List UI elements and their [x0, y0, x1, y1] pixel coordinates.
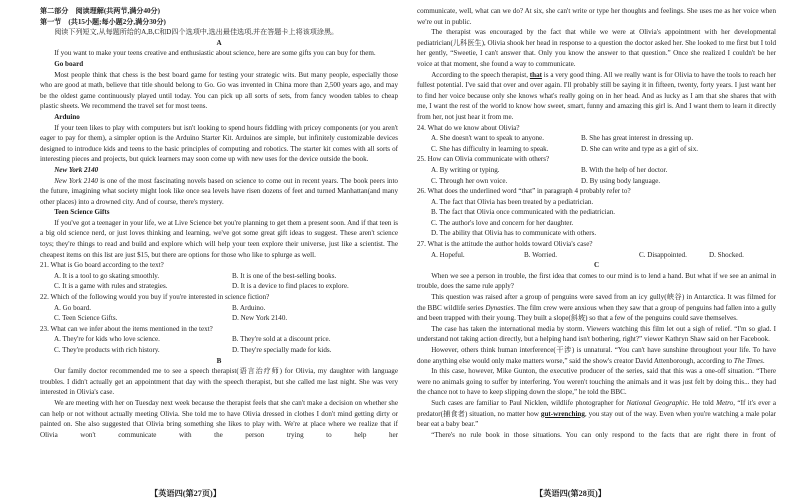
text-run: This question was raised after a group of penguins were saved from an icy gully(峡谷) in Antarctica. It was filmed for the BBC wildlife series [417, 293, 776, 312]
text-run: , you stay out of the way. Even when you're watching a male polar bear eat a baby bear.” [417, 409, 776, 429]
paragraph [417, 70, 776, 123]
newspaper-title: The Times [733, 356, 763, 365]
question-stem: 27. What is the attitude the author holds toward Olivia's case? [417, 240, 593, 249]
answer-option: A. The fact that Olivia has been treated by a pediatrician. [431, 197, 594, 206]
question-stem: 26. What does the underlined word “that” in paragraph 4 probably refer to? [417, 187, 631, 196]
text-run: is a very good thing. All we really want is for Olivia to have the tools to reach her fullest potential. I've said that over and over again. I'll probably still be saying it in fifteen, twenty, forty years. I just want her to find her voice because only she knows what's really going on in her head. And as lucky as I am that she shares that with me, I want the rest of the world to know how sweet, smart, funny and amazing this girl is. And I want them to learn it directly from her, not just hear it from me. [417, 70, 776, 121]
answer-options [417, 133, 776, 154]
right-column [417, 6, 776, 484]
text-run: . He told [687, 398, 717, 407]
text-run: is one of the most fascinating novels based on science to come out in recent years. The book peers into the future, imagining what society might look like once sea levels have risen dozens of feet and turned Manhattan(and many other places) into a drowned city. And of course, there's mystery. [40, 176, 398, 206]
item-heading-go-board: Go board [54, 59, 84, 68]
answer-option: B. The fact that Olivia once communicated with the pediatrician. [431, 208, 616, 217]
answer-options [417, 197, 776, 239]
paragraph: The therapist was encouraged by the fact that while we were at Olivia's appointment with her developmental pediatrician(儿科医生), Olivia shook her head in response to a question the doctor asked her. She looked to me first but I told her gently, “Sweetie, I can't answer that. Only you know the answer to that question.” Once she realized I couldn't be her voice at that moment, she found a way to communicate. [417, 28, 776, 68]
passage-letter-a: A [216, 38, 222, 47]
text-run: Such cases are familiar to Paul Nicklen, wildlife photographer for [431, 398, 627, 407]
paragraph [417, 398, 776, 430]
page-footer-right: 【英语四(第28页)】 [535, 489, 606, 498]
question-stem: 25. How can Olivia communicate with others? [417, 155, 550, 164]
paragraph [417, 292, 776, 324]
text-run: . [762, 356, 765, 365]
answer-options [40, 334, 398, 355]
paragraph: If your teen likes to play with computers but isn't looking to spend hours fiddling with pricey components (or you aren't eager to pay for them), a simpler option is the Arduino Starter Kit. Arduinos are simple, but infinitely customizable devices designed to introduce kids and teens to the basic principles of computing and robotics. The starter kit comes with all sorts of interesting pieces and projects, but quick learners may soon come up with new uses for the device outside the book. [40, 123, 398, 164]
answer-option: A. They're for kids who love science. [54, 335, 160, 344]
answer-options [417, 165, 776, 186]
question-21 [40, 260, 398, 292]
answer-option: C. Teen Science Gifts. [54, 314, 118, 323]
question-stem: 23. What can we infer about the items mentioned in the text? [40, 324, 213, 333]
answer-option: A. Hopeful. [431, 250, 465, 259]
answer-option: D. The ability that Olivia has to communicate with others. [431, 229, 597, 238]
paragraph: In this case, however, Mike Gunton, the executive producer of the series, said that this was a one-off situation. “There were no animals going to suffer by interfering. You weren't touching the animals and it was just felt by doing this... they had the chance not to have to keep slipping down the slope,” he told the BBC. [417, 367, 776, 397]
answer-option: C. Disappointed. [639, 250, 687, 259]
answer-option: D. They're specially made for kids. [232, 346, 332, 354]
question-stem: 22. Which of the following would you buy if you're interested in science fiction? [40, 293, 270, 302]
question-stem: 24. What do we know about Olivia? [417, 123, 520, 132]
instructions: 阅读下列短文,从每题所给的A,B,C和D四个选项中,选出最佳选项,并在答题卡上将该项涂黑。 [54, 28, 339, 37]
underlined-word: that [529, 70, 542, 79]
paragraph: Our family doctor recommended me to see a speech therapist(语言治疗师) for Olivia, my daughter with language troubles. I didn't actually get an appointment that day with the speech therapist, but she called me last night. She was very interested in Olivia's case. [40, 367, 398, 397]
book-title: New York 2140 [54, 176, 98, 185]
paragraph: Most people think that chess is the best board game for testing your strategic wits. But many people, especially those who are good at math, believe that title should belong to Go. Go was invented in China more than 2,500 years ago, and may be the oldest game continuously played until today. You can pick up all sorts of sets, from fancy wooden tables to cheap plastic sheets. We recommend the travel set for most teens. [40, 70, 398, 111]
answer-option: D. New York 2140. [232, 314, 288, 323]
paragraph: If you want to make your teens creative and enthusiastic about science, here are some gifts you can buy for them. [54, 49, 376, 58]
answer-option: A. By writing or typing. [431, 165, 500, 174]
answer-option: B. It is one of the best-selling books. [232, 271, 337, 280]
answer-option: B. They're sold at a discount price. [232, 335, 331, 344]
answer-option: C. They're products with rich history. [54, 346, 160, 354]
item-heading-new-york-2140: New York 2140 [54, 165, 99, 174]
question-27 [417, 239, 776, 260]
answer-option: A. She doesn't want to speak to anyone. [431, 134, 544, 143]
answer-option: A. It is a tool to go skating smoothly. [54, 271, 160, 280]
passage-letter-b: B [216, 356, 222, 365]
answer-options [40, 271, 398, 292]
series-title: Dynasties [485, 303, 514, 312]
paragraph: When we see a person in trouble, the first idea that comes to our mind is to lend a hand. But what if we see an animal in trouble, does the same rule apply? [417, 271, 776, 291]
passage-letter-c: C [593, 261, 600, 270]
paragraph [40, 176, 398, 208]
paragraph: The case has taken the international media by storm. Viewers watching this film let out a sigh of relief. “I'm so glad. I understand not taking action directly, but a helping hand isn't bothering, right?” viewer Kathryn Shaw said on her Facebook. [417, 324, 776, 344]
question-25 [417, 154, 776, 186]
item-heading-arduino: Arduino [54, 112, 80, 121]
question-23 [40, 324, 398, 356]
answer-option: C. She has difficulty in learning to speak. [431, 144, 549, 153]
text-run: . The film crew were anxious when they saw that a group of penguins had fallen into a gully and been trapped with their young. They built a slope(斜坡) so that a few of the penguins could save themselves. [417, 303, 776, 323]
question-stem: 21. What is Go board according to the text? [40, 261, 164, 270]
text-run: However, others think human interference(干涉) is unnatural. “You can't have sunshine throughout your life. To have done anything else would only make matters worse,” said the show's creator David Attenborough, according to [417, 346, 776, 365]
answer-option: D. It is a device to find places to explore. [232, 282, 349, 291]
answer-options [417, 250, 776, 261]
paragraph: We are meeting with her on Tuesday next week because the therapist feels that she can't make a decision on whether she can help or not without actually meeting Olivia. She told me to have Olivia dressed in clothes I don't mind getting dirty or painted on. She also suggested that Olivia bring something she likes to play with. We're at place where we realize that if Olivia won't communicate with the person trying to help her [40, 398, 398, 439]
left-column [40, 6, 398, 484]
answer-option: B. She has great interest in dressing up. [581, 134, 694, 143]
answer-option: D. She can write and type as a girl of six. [581, 144, 699, 153]
paragraph: If you've got a teenager in your life, we at Live Science bet you're planning to get them a present soon. And if that teen is a big old science nerd, or just loves thinking and learning, we've got some great gift ideas to suggest. These aren't science toys; they're things to read and build and explore which will help your teen explore their universe, just like a scientist. The cheapest items on this list are just $15, but there are options for those who like to splurge as well. [40, 218, 398, 259]
question-22 [40, 292, 398, 324]
answer-option: B. Worried. [524, 250, 557, 259]
part-title: 第一节 (共15小题;每小题2分,满分30分) [40, 17, 166, 26]
answer-options [40, 303, 398, 324]
answer-option: A. Go board. [54, 303, 92, 312]
item-heading-teen-science-gifts: Teen Science Gifts [54, 208, 110, 217]
question-26 [417, 186, 776, 239]
question-24 [417, 123, 776, 155]
section-title: 第二部分 阅读理解(共两节,满分40分) [40, 7, 160, 15]
paragraph-continuation: communicate, well, what can we do? At six, she can't write or type her thoughts and feelings. She uses me as her voice when we're out in public. [417, 7, 776, 26]
answer-option: B. Arduino. [232, 303, 266, 312]
page-footer-left: 【英语四(第27页)】 [150, 489, 221, 498]
text-run: , “If it's ever a predator(捕食者) situation, no matter how [417, 398, 776, 418]
underlined-word: gut-wrenching [540, 409, 585, 418]
answer-option: B. With the help of her doctor. [581, 165, 668, 174]
answer-option: D. Shocked. [709, 250, 744, 259]
magazine-title: National Geographic [626, 398, 688, 407]
text-run: According to the speech therapist, [431, 70, 530, 79]
answer-option: C. It is a game with rules and strategies. [54, 282, 168, 291]
newspaper-title: Metro [716, 398, 734, 407]
paragraph: “There's no rule book in those situations. You can only respond to the facts that are right there in front of [431, 430, 776, 439]
answer-option: C. The author's love and concern for her daughter. [431, 218, 574, 227]
answer-option: D. By using body language. [581, 176, 661, 185]
answer-option: C. Through her own voice. [431, 176, 508, 185]
paragraph [417, 345, 776, 366]
